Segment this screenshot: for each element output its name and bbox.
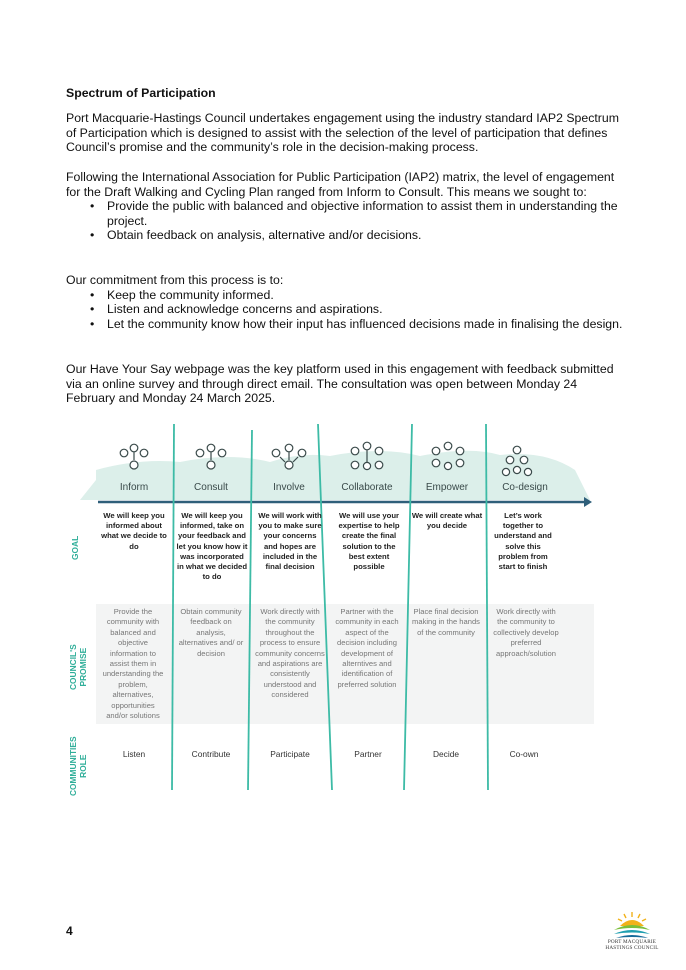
engagement-level-paragraph: Following the International Association for Public Participation (IAP2) matrix, the level of engagement for the Draft Walking and Cycling Plan ranged from Inform to Consult. This means we sought to: <box>66 170 615 199</box>
column-title-collaborate: Collaborate <box>341 482 393 493</box>
logo-text-line2: HASTINGS COUNCIL <box>605 945 659 952</box>
intro-paragraph: Port Macquarie-Hastings Council undertakes engagement using the industry standard IAP2 Spectrum of Participation which is designed to assist with the selection of the level of participation that defines Council’s promise and the community’s role in the decision-making process. <box>66 111 619 155</box>
section-heading: Spectrum of Participation <box>66 86 216 100</box>
water-wave-2 <box>616 935 648 938</box>
role-involve: Participate <box>270 749 310 759</box>
promise-collaborate: Partner with the community in each aspect of the decision including development of alterntives and identification of preferred solution <box>335 607 399 689</box>
role-label-line2: ROLE <box>78 754 88 778</box>
goal-inform: We will keep you informed about what we decide to do <box>101 511 167 551</box>
water-wave-1 <box>614 930 650 934</box>
goal-codesign: Let’s work together to understand and solve this problem from start to finish <box>494 511 552 572</box>
list-item: • Obtain feedback on analysis, alternative and/or decisions. <box>90 228 626 243</box>
role-empower: Decide <box>432 749 460 759</box>
commitment-paragraph: Our commitment from this process is to: <box>66 273 284 287</box>
goal-empower: We will create what you decide <box>411 511 483 531</box>
logo-text-line1: PORT MACQUARIE <box>607 939 657 945</box>
sun-rays <box>618 912 646 921</box>
column-title-inform: Inform <box>119 482 149 493</box>
page-number: 4 <box>66 924 73 938</box>
promise-row-label <box>68 644 88 690</box>
role-codesign: Co-own <box>509 749 539 759</box>
role-row-label <box>68 736 88 796</box>
list-item: • Listen and acknowledge concerns and aspirations. <box>90 302 626 317</box>
platform-paragraph: Our Have Your Say webpage was the key platform used in this engagement with feedback submitted via an online survey and through direct email. The consultation was open between Monday 24 February and Monday 24 March 2025. <box>66 362 614 406</box>
column-title-empower: Empower <box>425 482 469 493</box>
promise-label-line1: COUNCIL'S <box>68 644 78 690</box>
role-collaborate: Partner <box>354 749 382 759</box>
goal-label-text: GOAL <box>70 535 80 560</box>
list-item: • Let the community know how their input has influenced decisions made in finalising the design. <box>90 317 626 332</box>
column-title-involve: Involve <box>273 482 305 493</box>
list-item: • Keep the community informed. <box>90 288 626 303</box>
goal-row-label <box>70 536 80 560</box>
promise-empower: Place final decision making in the hands of the community <box>412 607 480 637</box>
goal-consult: We will keep you informed, take on your feedback and let you know how it was incorporated in what we decided to do <box>176 511 248 582</box>
promise-consult: Obtain community feedback on analysis, alternatives and/ or decision <box>178 607 244 658</box>
hill-left-edge <box>80 480 96 500</box>
role-consult: Contribute <box>191 749 231 759</box>
council-logo-text <box>600 939 664 951</box>
land-wave <box>614 925 650 930</box>
list-item: • Provide the public with balanced and objective information to assist them in understanding the project. <box>90 199 626 228</box>
promise-inform: Provide the community with balanced and objective information to assist them in understanding the problem, alternatives, opportunities and/or solutions <box>102 607 164 721</box>
promise-involve: Work directly with the community throughout the process to ensure community concerns and aspirations are consistently understood and considered <box>255 607 325 700</box>
role-label-line1: COMMUNITIES <box>68 736 78 796</box>
role-inform: Listen <box>122 749 146 759</box>
column-title-consult: Consult <box>194 482 228 493</box>
promise-label-line2: PROMISE <box>78 647 88 687</box>
goal-collaborate: We will use your expertise to help create the final solution to the best extent possible <box>338 511 400 572</box>
goal-involve: We will work with you to make sure your concerns and hopes are included in the final decision <box>258 511 322 572</box>
column-title-codesign: Co-design <box>502 482 548 493</box>
promise-codesign: Work directly with the community to collectively develop preferred approach/solution <box>493 607 559 658</box>
